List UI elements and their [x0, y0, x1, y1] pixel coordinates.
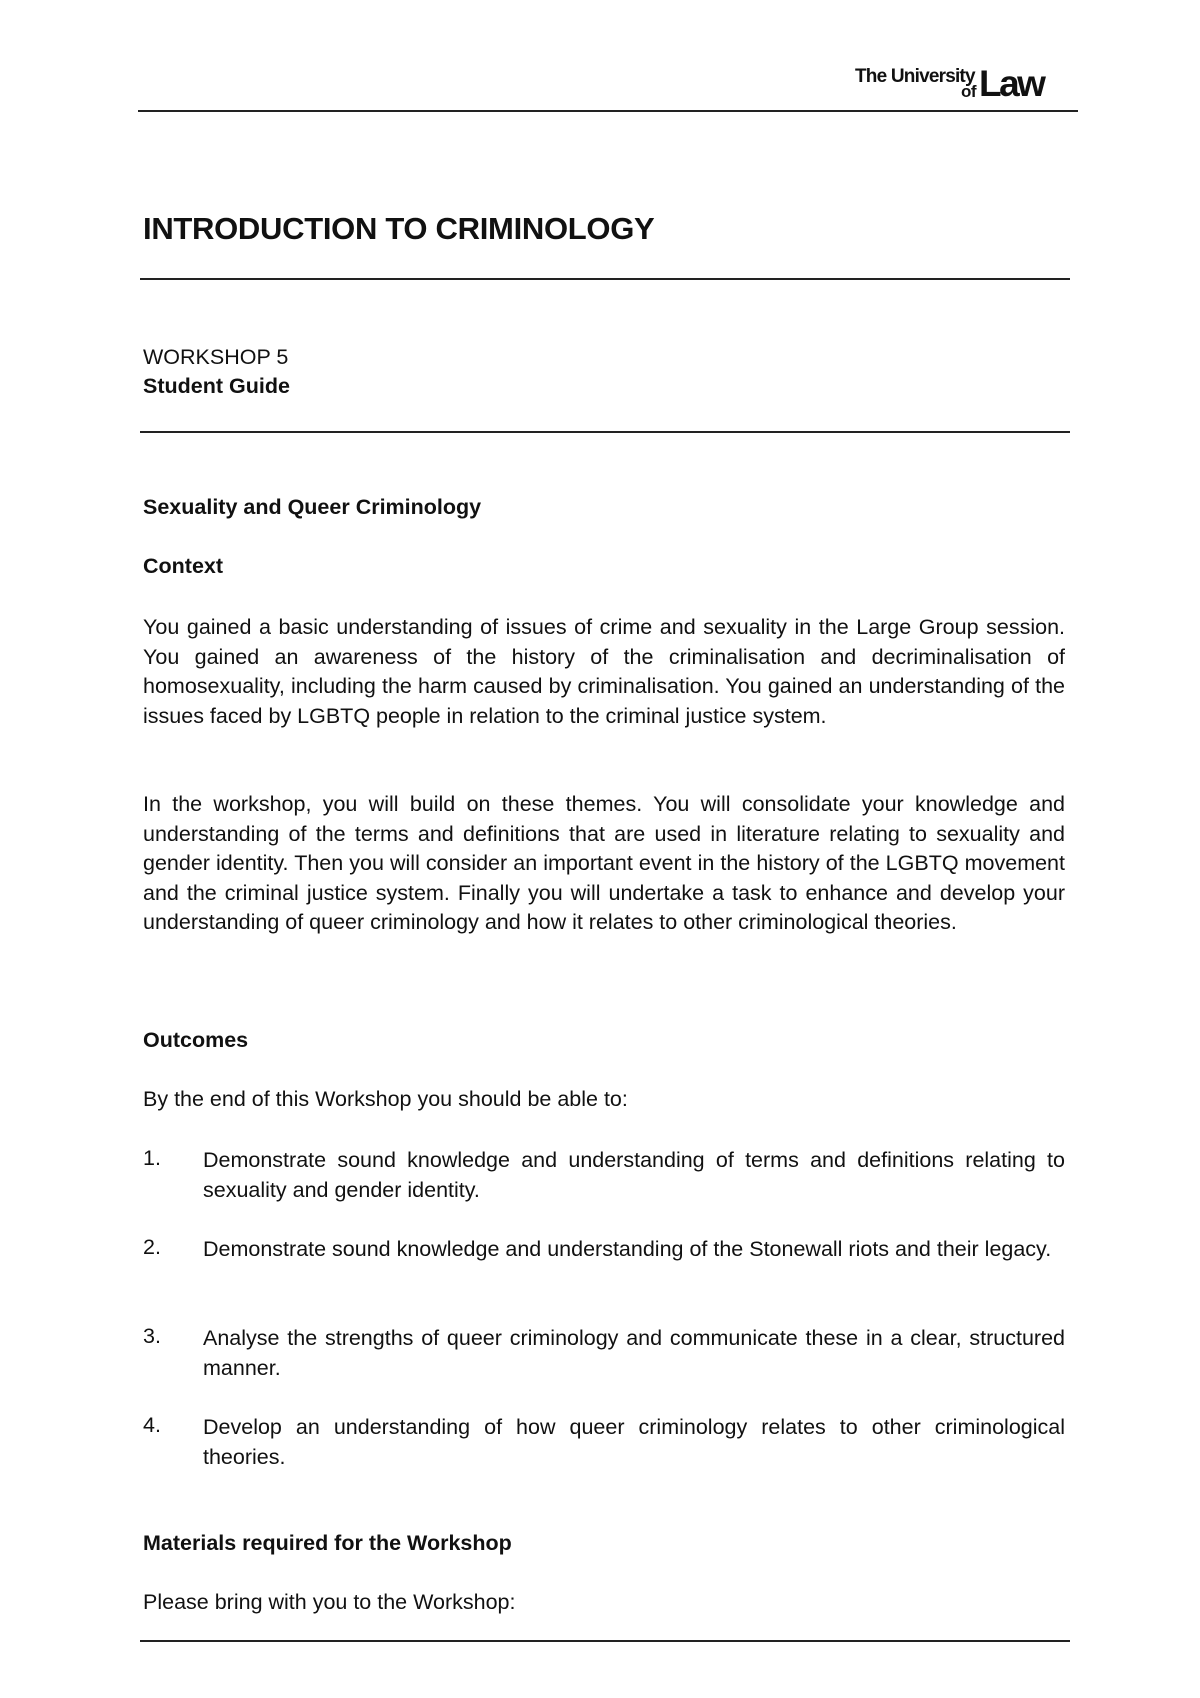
university-logo — [855, 64, 1065, 104]
outcome-number-2: 2. — [143, 1235, 161, 1259]
outcomes-heading: Outcomes — [143, 1028, 249, 1052]
outcomes-intro: By the end of this Workshop you should be able to: — [143, 1087, 628, 1111]
footer-rule — [140, 1640, 1070, 1642]
context-paragraph-1: You gained a basic understanding of issues of crime and sexuality in the Large Group session. You gained an awareness of the history of the criminalisation and decriminalisation of homosexuality, including the harm caused by criminalisation. You gained an understanding of the issues faced by LGBTQ people in relation to the criminal justice system. — [143, 615, 1065, 728]
workshop-rule — [140, 431, 1070, 433]
context-paragraph-2: In the workshop, you will build on these themes. You will consolidate your knowledge and understanding of the terms and definitions that are used in literature relating to sexuality and gender identity. Then you will consider an important event in the history of the LGBTQ movement and the criminal justice system. Finally you will undertake a task to enhance and develop your understanding of queer criminology and how it relates to other criminological theories. — [143, 792, 1065, 934]
header-rule — [138, 110, 1078, 112]
topic-heading: Sexuality and Queer Criminology — [143, 495, 482, 519]
logo-line-1: The University — [855, 66, 975, 87]
title-rule — [140, 278, 1070, 280]
outcome-number-1: 1. — [143, 1146, 161, 1170]
logo-line-2: of — [961, 82, 977, 101]
outcome-text-3: Analyse the strengths of queer criminology and communicate these in a clear, structured manner. — [203, 1326, 1065, 1380]
logo-line-3: Law — [979, 63, 1044, 104]
outcome-text-1: Demonstrate sound knowledge and understanding of terms and definitions relating to sexuality and gender identity. — [203, 1148, 1065, 1202]
student-guide-label: Student Guide — [143, 374, 290, 398]
materials-intro: Please bring with you to the Workshop: — [143, 1590, 516, 1614]
outcome-text-2: Demonstrate sound knowledge and understanding of the Stonewall riots and their legacy. — [203, 1237, 1052, 1261]
materials-heading: Materials required for the Workshop — [143, 1531, 512, 1555]
workshop-label: WORKSHOP 5 — [143, 345, 289, 369]
context-heading: Context — [143, 554, 224, 578]
outcome-text-4: Develop an understanding of how queer criminology relates to other criminological theories. — [203, 1415, 1065, 1469]
outcome-number-4: 4. — [143, 1413, 161, 1437]
document-title: INTRODUCTION TO CRIMINOLOGY — [143, 211, 655, 246]
outcome-number-3: 3. — [143, 1324, 161, 1348]
